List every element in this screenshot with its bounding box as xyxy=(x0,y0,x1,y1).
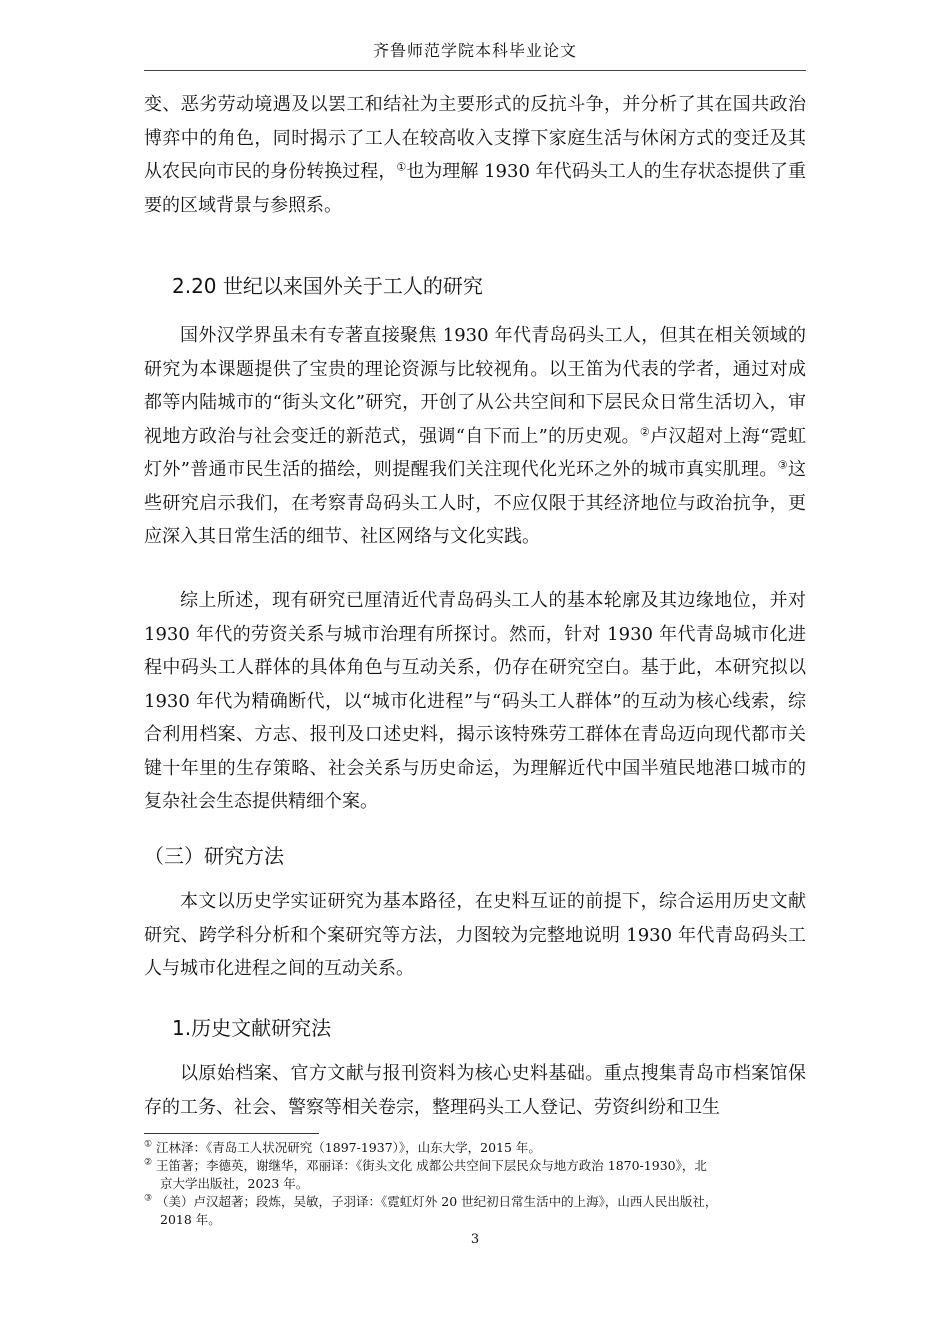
paragraph-2-text-b: 卢汉超对上海“霓虹灯外”普通市民生活的描绘，则提醒我们关注现代化光环之外的城市真实肌理。 xyxy=(144,425,806,480)
footnote-mark: ② xyxy=(144,1157,153,1168)
footnote-ref-2[interactable]: ② xyxy=(639,424,651,438)
footnote-text: 王笛著；李德英，谢继华，邓丽译：《街头文化 成都公共空间下层民众与地方政治 1870-1930》，北 xyxy=(152,1158,707,1173)
paragraph-1-text-a: 变、恶劣劳动境遇及以罢工和结社为主要形式的反抗斗争，并分析了其在国共政治博弈中的角色，同时揭示了工人在较高收入支撑下家庭生活与休闲方式的变迁及其从农民向市民的身份转换过程， xyxy=(144,94,806,182)
footnotes xyxy=(144,1139,806,1229)
paragraph-3: 综上所述，现有研究已厘清近代青岛码头工人的基本轮廓及其边缘地位，并对 1930 年代的劳资关系与城市治理有所探讨。然而，针对 1930 年代青岛城市化进程中码头工人群体的具体角色与互动关系，仍存在研究空白。基于此，本研究拟以 1930 年代为精确断代，以“城市化进程”与“码头工人群体”的互动为核心线索，综合利用档案、方志、报刊及口述史料，揭示该特殊劳工群体在青岛迈向现代都市关键十年里的生存策略、社会关系与历史命运，为理解近代中国半殖民地港口城市的复杂社会生态提供精细个案。 xyxy=(144,590,806,812)
footnote-mark: ① xyxy=(144,1139,153,1150)
paragraph-5: 以原始档案、官方文献与报刊资料为核心史料基础。重点搜集青岛市档案馆保存的工务、社会、警察等相关卷宗，整理码头工人登记、劳资纠纷和卫生 xyxy=(144,1063,806,1118)
header-rule xyxy=(144,70,806,71)
footnote-2-continued: 京大学出版社，2023 年。 xyxy=(160,1176,309,1191)
footnote-3 xyxy=(144,1193,806,1211)
footnote-rule xyxy=(144,1133,319,1134)
footnote-ref-1[interactable]: ① xyxy=(396,160,407,174)
paragraph-1 xyxy=(144,88,806,222)
running-header: 齐鲁师范学院本科毕业论文 xyxy=(372,41,577,60)
paragraph-2-text-c: 这些研究启示我们，在考察青岛码头工人时，不应仅限于其经济地位与政治抗争，更应深入其日常生活的细节、社区网络与文化实践。 xyxy=(144,459,806,547)
footnote-text: 江林泽：《青岛工人状况研究（1897-1937）》，山东大学，2015 年。 xyxy=(152,1140,541,1155)
footnote-3-continued: 2018 年。 xyxy=(160,1212,221,1227)
footnote-2 xyxy=(144,1157,806,1175)
paragraph-2 xyxy=(144,319,806,554)
heading-3-1: 1.历史文献研究法 xyxy=(172,1016,332,1040)
paragraph-4: 本文以历史学实证研究为基本路径，在史料互证的前提下，综合运用历史文献研究、跨学科分析和个案研究等方法，力图较为完整地说明 1930 年代青岛码头工人与城市化进程之间的互动关系。 xyxy=(144,891,806,979)
footnote-mark: ③ xyxy=(144,1193,153,1204)
footnote-1 xyxy=(144,1139,806,1157)
paragraph-1-text-b: 也为理解 1930 年代码头工人的生存状态提供了重要的区域背景与参照系。 xyxy=(144,161,806,216)
footnote-ref-3[interactable]: ③ xyxy=(777,458,788,472)
footnote-text: （美）卢汉超著；段炼，吴敏，子羽译：《霓虹灯外 20 世纪初日常生活中的上海》，山西人民出版社， xyxy=(152,1194,718,1209)
heading-2-2: 2.20 世纪以来国外关于工人的研究 xyxy=(172,274,483,298)
page-number: 3 xyxy=(470,1232,480,1247)
paragraph-2-text-a: 国外汉学界虽未有专著直接聚焦 1930 年代青岛码头工人，但其在相关领域的研究为本课题提供了宝贵的理论资源与比较视角。以王笛为代表的学者，通过对成都等内陆城市的“街头文化”研究，开创了从公共空间和下层民众日常生活切入，审视地方政治与社会变迁的新范式，强调“自下而上”的历史观。 xyxy=(144,325,806,447)
heading-3: （三）研究方法 xyxy=(144,844,284,868)
